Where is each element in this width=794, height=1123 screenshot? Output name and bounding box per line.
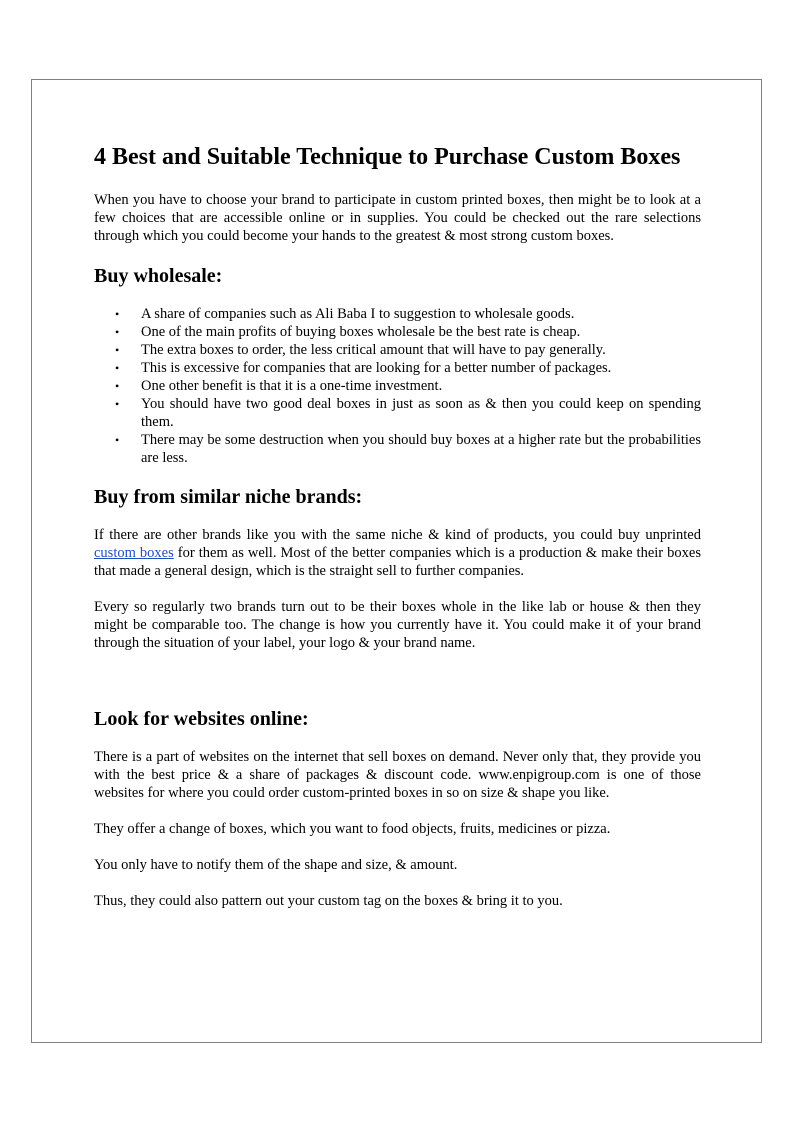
heading-buy-wholesale: Buy wholesale: bbox=[94, 265, 223, 287]
list-item: • This is excessive for companies that are looking for a better number of packages. bbox=[115, 360, 612, 376]
list-item: • There may be some destruction when you should buy boxes at a higher rate but the probabilities are less. bbox=[115, 432, 701, 466]
bullet-icon: • bbox=[115, 397, 120, 411]
bullet-icon: • bbox=[115, 361, 120, 375]
bullet-icon: • bbox=[115, 307, 120, 321]
custom-boxes-link[interactable]: custom boxes bbox=[94, 545, 174, 561]
wholesale-list bbox=[94, 305, 701, 467]
websites-paragraph-4: Thus, they could also pattern out your custom tag on the boxes & bring it to you. bbox=[94, 893, 563, 909]
heading-websites-online: Look for websites online: bbox=[94, 708, 309, 730]
document-body bbox=[94, 143, 701, 910]
page-title: 4 Best and Suitable Technique to Purchase Custom Boxes bbox=[94, 144, 681, 170]
websites-paragraph-1: There is a part of websites on the internet that sell boxes on demand. Never only that, they provide you with the best price & a share of packages & discount code. www.enpigroup.com is one of those websites for where you could order custom-printed boxes in so on size & shape you like. bbox=[94, 749, 701, 801]
bullet-icon: • bbox=[115, 325, 120, 339]
list-item: • A share of companies such as Ali Baba I to suggestion to wholesale goods. bbox=[115, 306, 575, 322]
intro-paragraph: When you have to choose your brand to participate in custom printed boxes, then might be to look at a few choices that are accessible online or in supplies. You could be checked out the rare selections through which you could become your hands to the greatest & most strong custom boxes. bbox=[94, 192, 701, 244]
list-item: • The extra boxes to order, the less critical amount that will have to pay generally. bbox=[115, 342, 606, 358]
niche-paragraph-2: Every so regularly two brands turn out to be their boxes whole in the like lab or house & then they might be comparable too. The change is how you currently have it. You could make it of your brand through the situation of your label, your logo & your brand name. bbox=[94, 599, 701, 651]
websites-paragraph-2: They offer a change of boxes, which you want to food objects, fruits, medicines or pizza. bbox=[94, 821, 611, 837]
bullet-icon: • bbox=[115, 379, 120, 393]
list-item: • You should have two good deal boxes in just as soon as & then you could keep on spending them. bbox=[115, 396, 701, 430]
bullet-icon: • bbox=[115, 433, 120, 447]
bullet-icon: • bbox=[115, 343, 120, 357]
list-item: • One of the main profits of buying boxes wholesale be the best rate is cheap. bbox=[115, 324, 581, 340]
list-item: • One other benefit is that it is a one-time investment. bbox=[115, 378, 443, 394]
heading-niche-brands: Buy from similar niche brands: bbox=[94, 486, 363, 508]
websites-paragraph-3: You only have to notify them of the shape and size, & amount. bbox=[94, 857, 458, 873]
niche-paragraph-1: If there are other brands like you with the same niche & kind of products, you could buy unprinted custom boxes for them as well. Most of the better companies which is a production & make their boxes that made a general design, which is the straight sell to further companies. bbox=[94, 527, 701, 579]
